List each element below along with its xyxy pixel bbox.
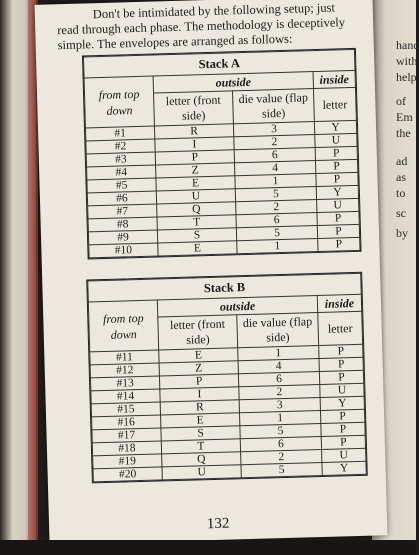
die-value-cell: 1 bbox=[237, 239, 318, 254]
die-value-cell: 5 bbox=[235, 187, 316, 202]
die-value-cell: 1 bbox=[235, 174, 316, 189]
inside-letter-cell: U bbox=[322, 448, 366, 462]
outside-header: outside bbox=[153, 72, 313, 93]
front-letter-cell: E bbox=[158, 241, 237, 256]
die-value-cell: 4 bbox=[235, 161, 316, 176]
envelope-number-cell: #13 bbox=[90, 376, 159, 391]
front-letter-cell: Z bbox=[159, 361, 238, 376]
stack-b-table bbox=[86, 272, 368, 484]
front-letter-cell: Q bbox=[157, 202, 236, 217]
inside-letter-cell: P bbox=[315, 146, 357, 160]
front-letter-cell: U bbox=[162, 465, 241, 480]
stack-title: Stack A bbox=[84, 49, 355, 78]
die-value-cell: 6 bbox=[236, 213, 317, 228]
front-letter-cell: I bbox=[160, 387, 239, 402]
intro-paragraph bbox=[57, 0, 358, 53]
facing-text-fragment: sc bbox=[396, 206, 406, 220]
envelope-number-cell: #20 bbox=[93, 467, 162, 482]
letter-front-header: letter (front side) bbox=[158, 315, 238, 350]
die-value-cell: 5 bbox=[240, 423, 321, 438]
front-letter-cell: P bbox=[159, 374, 238, 389]
inside-letter-cell: P bbox=[315, 159, 357, 173]
book-page bbox=[35, 0, 388, 545]
envelope-number-cell: #2 bbox=[86, 139, 155, 154]
envelope-number-cell: #10 bbox=[89, 243, 158, 258]
die-value-cell: 5 bbox=[236, 226, 317, 241]
front-letter-cell: T bbox=[157, 215, 236, 230]
stack-title: Stack B bbox=[88, 273, 361, 302]
inside-letter-cell: U bbox=[315, 133, 357, 147]
envelope-number-cell: #7 bbox=[88, 204, 157, 219]
die-value-cell: 6 bbox=[234, 148, 315, 163]
inside-letter-cell: P bbox=[319, 344, 363, 358]
die-value-cell: 2 bbox=[234, 135, 315, 150]
facing-text-fragment: ad bbox=[396, 154, 408, 168]
facing-text-fragment: of bbox=[396, 94, 406, 108]
envelope-number-cell: #17 bbox=[92, 428, 161, 443]
envelope-number-cell: #5 bbox=[87, 178, 156, 193]
inside-letter-cell: P bbox=[317, 211, 359, 225]
intro-line: read through each phase. The methodology is deceptively bbox=[57, 15, 346, 38]
front-letter-cell: I bbox=[155, 137, 234, 152]
front-letter-cell: E bbox=[159, 348, 238, 363]
facing-text-fragment: with bbox=[396, 54, 418, 68]
front-letter-cell: S bbox=[157, 228, 236, 243]
front-letter-cell: R bbox=[154, 124, 233, 139]
die-value-cell: 4 bbox=[238, 359, 319, 374]
facing-text-fragment: help bbox=[396, 70, 417, 84]
inside-letter-cell: P bbox=[320, 409, 364, 423]
envelope-number-cell: #14 bbox=[91, 389, 160, 404]
facing-text-fragment: the bbox=[396, 126, 411, 140]
inside-letter-cell: P bbox=[319, 357, 363, 371]
die-value-cell: 3 bbox=[233, 122, 314, 137]
front-letter-cell: E bbox=[161, 413, 240, 428]
page-number: 132 bbox=[206, 515, 230, 533]
die-value-cell: 6 bbox=[238, 372, 319, 387]
envelope-number-cell: #16 bbox=[92, 415, 161, 430]
inside-letter-header: letter bbox=[318, 311, 363, 345]
inside-letter-cell: P bbox=[321, 422, 365, 436]
envelope-number-cell: #6 bbox=[87, 191, 156, 206]
inside-letter-cell: P bbox=[317, 224, 359, 238]
die-value-cell: 1 bbox=[238, 346, 319, 361]
envelope-number-cell: #8 bbox=[88, 217, 157, 232]
facing-text-fragment: as bbox=[396, 170, 406, 184]
front-letter-cell: R bbox=[160, 400, 239, 415]
facing-text-fragment: to bbox=[396, 186, 406, 200]
inside-letter-cell: P bbox=[316, 172, 358, 186]
front-letter-cell: S bbox=[161, 426, 240, 441]
envelope-number-cell: #19 bbox=[93, 454, 162, 469]
envelope-number-cell: #3 bbox=[86, 152, 155, 167]
inside-letter-cell: U bbox=[317, 198, 359, 212]
envelope-number-cell: #1 bbox=[85, 126, 154, 141]
die-value-cell: 1 bbox=[239, 410, 320, 425]
inside-letter-header: letter bbox=[313, 87, 356, 121]
intro-line: simple. The envelopes are arranged as follows: bbox=[57, 31, 293, 53]
inside-letter-cell: P bbox=[321, 435, 365, 449]
inside-letter-cell: P bbox=[319, 370, 363, 384]
front-letter-cell: U bbox=[156, 189, 235, 204]
die-value-cell: 2 bbox=[239, 385, 320, 400]
inside-letter-cell: P bbox=[318, 237, 360, 251]
stack-a-table bbox=[82, 48, 362, 260]
front-letter-cell: T bbox=[161, 439, 240, 454]
from-top-down-header: from top down bbox=[88, 300, 158, 352]
inside-letter-cell: U bbox=[320, 383, 364, 397]
facing-text-fragment: by bbox=[396, 226, 408, 240]
inside-letter-cell: Y bbox=[320, 396, 364, 410]
die-value-cell: 6 bbox=[240, 436, 321, 451]
inside-letter-cell: Y bbox=[314, 120, 356, 134]
front-letter-cell: Q bbox=[162, 452, 241, 467]
front-letter-cell: Z bbox=[156, 163, 235, 178]
from-top-down-header: from top down bbox=[84, 76, 154, 128]
facing-text-fragment: Em bbox=[396, 110, 413, 124]
envelope-number-cell: #9 bbox=[88, 230, 157, 245]
inside-letter-cell: Y bbox=[316, 185, 358, 199]
envelope-number-cell: #11 bbox=[90, 350, 159, 365]
outside-header: outside bbox=[157, 296, 317, 317]
inside-letter-cell: Y bbox=[322, 461, 366, 475]
inside-header: inside bbox=[313, 70, 355, 88]
die-value-cell: 2 bbox=[241, 449, 322, 464]
envelope-number-cell: #12 bbox=[90, 363, 159, 378]
bottom-shadow bbox=[0, 540, 416, 555]
envelope-number-cell: #15 bbox=[91, 402, 160, 417]
facing-text-fragment: hand bbox=[396, 38, 419, 52]
intro-line: Don't be intimidated by the following setup; just bbox=[92, 0, 336, 22]
front-letter-cell: E bbox=[156, 176, 235, 191]
die-value-cell: 2 bbox=[236, 200, 317, 215]
die-value-cell: 3 bbox=[239, 398, 320, 413]
front-letter-cell: P bbox=[155, 150, 234, 165]
inside-header: inside bbox=[317, 294, 361, 312]
die-value-header: die value (flap side) bbox=[233, 89, 315, 124]
letter-front-header: letter (front side) bbox=[154, 91, 234, 126]
envelope-number-cell: #18 bbox=[92, 441, 161, 456]
die-value-cell: 5 bbox=[241, 462, 322, 477]
envelope-number-cell: #4 bbox=[87, 165, 156, 180]
die-value-header: die value (flap side) bbox=[237, 313, 319, 348]
